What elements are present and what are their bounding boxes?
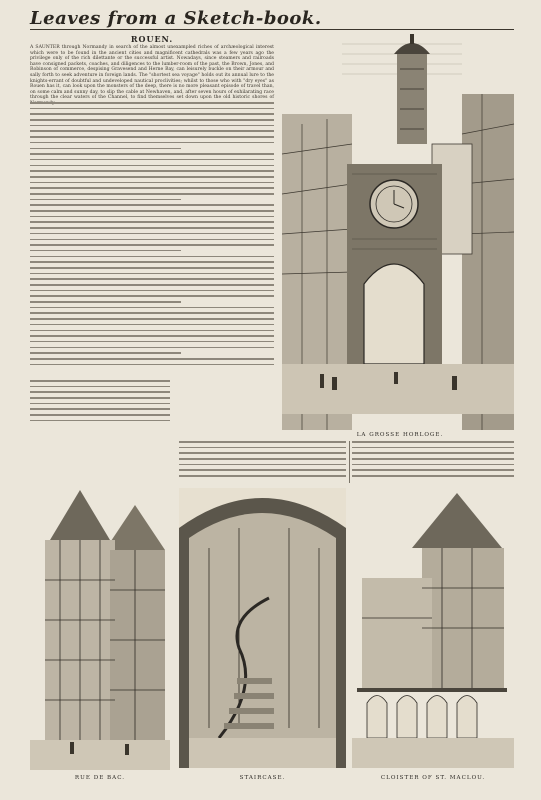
- text-line: [30, 408, 170, 410]
- text-line: [30, 165, 274, 167]
- caption-cloister: CLOISTER OF ST. MACLOU.: [380, 775, 486, 781]
- text-line: [30, 159, 274, 161]
- text-line: [30, 199, 181, 201]
- article-continued-right: [352, 441, 514, 483]
- text-line: [30, 119, 274, 121]
- masthead-title: Leaves from a Sketch-book.: [30, 8, 322, 29]
- text-line: [30, 386, 170, 388]
- text-line: [30, 358, 274, 360]
- text-line: [30, 256, 274, 258]
- text-line: [30, 176, 274, 178]
- text-line: [30, 312, 274, 314]
- text-line: [30, 391, 170, 393]
- text-line: [30, 170, 274, 172]
- text-line: [30, 142, 274, 144]
- article-body-column: [30, 102, 274, 374]
- text-line: [179, 452, 346, 454]
- text-line: [30, 403, 170, 405]
- text-line: [30, 352, 181, 354]
- column-rule: [349, 441, 350, 483]
- text-line: [30, 261, 274, 263]
- text-line: [30, 153, 274, 155]
- text-line: [30, 193, 274, 195]
- text-line: [30, 324, 274, 326]
- text-line: [30, 307, 274, 309]
- text-line: [30, 210, 274, 212]
- text-line: [30, 397, 170, 399]
- text-line: [30, 125, 274, 127]
- text-line: [30, 330, 274, 332]
- article-intro-text: A SAUNTER through Normandy in search of the almost unexampled riches of archæological interest which were to be found in the ancient cities and magnificent cathedrals was a few years ago the privilege only of the rich dilettante or the successful artist. Nowadays, since steamers and railroads have consigned packets, coaches, and diligences to the lumber-room of the past, the Brown, Jones, and Robinson of commerce, despising Gravesend and Herne Bay, can leisurely buckle on their armour and sally forth to seek adventure in foreign lands. The "shortest sea voyage" holds out its annual lure to the knights-errant of doubtful and undeveloped nautical proclivities; whilst to those who with "dry eyes" as Rouen has it, can look upon the monsters of the deep, there is no more pleasant episode of travel than, on some calm and sunny day, to slip the cable at Newhaven, and, after seven hours of exhilarating race through the clear waters of the Channel, to find themselves set down upon the old historic shores of: [30, 45, 274, 101]
- text-line: [179, 441, 346, 443]
- section-title: ROUEN.: [130, 34, 174, 44]
- masthead-rule: [30, 29, 514, 30]
- text-line: [30, 380, 170, 382]
- text-line: [352, 458, 514, 460]
- text-line: [352, 469, 514, 471]
- text-line: [30, 420, 170, 422]
- text-line: [352, 452, 514, 454]
- text-line: [30, 273, 274, 275]
- grosse-horloge-illustration: [282, 34, 514, 430]
- text-line: [30, 102, 274, 104]
- text-line: [30, 136, 274, 138]
- text-line: [30, 227, 274, 229]
- text-line: [30, 113, 274, 115]
- text-line: [30, 216, 274, 218]
- text-line: [30, 335, 274, 337]
- text-line: [30, 301, 181, 303]
- text-line: [352, 464, 514, 466]
- text-line: [30, 278, 274, 280]
- article-continued-center: [179, 441, 346, 483]
- text-line: [30, 290, 274, 292]
- text-line: [30, 295, 274, 297]
- text-line: [30, 221, 274, 223]
- text-line: [30, 284, 274, 286]
- text-line: [30, 187, 274, 189]
- text-line: [30, 267, 274, 269]
- text-line: [30, 250, 181, 252]
- text-line: [30, 414, 170, 416]
- text-line: [30, 182, 274, 184]
- text-line: [30, 233, 274, 235]
- text-line: [179, 475, 346, 477]
- text-line: [352, 441, 514, 443]
- caption-rue-de-bac: RUE DE BAC.: [74, 775, 126, 781]
- article-continued-left: [30, 380, 170, 426]
- text-line: [30, 130, 274, 132]
- cloister-illustration: [352, 488, 514, 768]
- text-line: [30, 364, 274, 366]
- text-line: [352, 447, 514, 449]
- text-line: [30, 347, 274, 349]
- text-line: [30, 341, 274, 343]
- text-line: [30, 244, 274, 246]
- text-line: [30, 204, 274, 206]
- text-line: [179, 447, 346, 449]
- text-line: [30, 318, 274, 320]
- text-line: [30, 148, 181, 150]
- caption-staircase: STAIRCASE.: [239, 775, 286, 781]
- caption-grosse-horloge: LA GROSSE HORLOGE.: [356, 432, 444, 438]
- text-line: [179, 464, 346, 466]
- text-line: [30, 108, 274, 110]
- staircase-illustration: [179, 488, 346, 768]
- text-line: [352, 475, 514, 477]
- text-line: [30, 239, 274, 241]
- text-line: [179, 458, 346, 460]
- rue-de-bac-illustration: [30, 480, 170, 770]
- text-line: [179, 469, 346, 471]
